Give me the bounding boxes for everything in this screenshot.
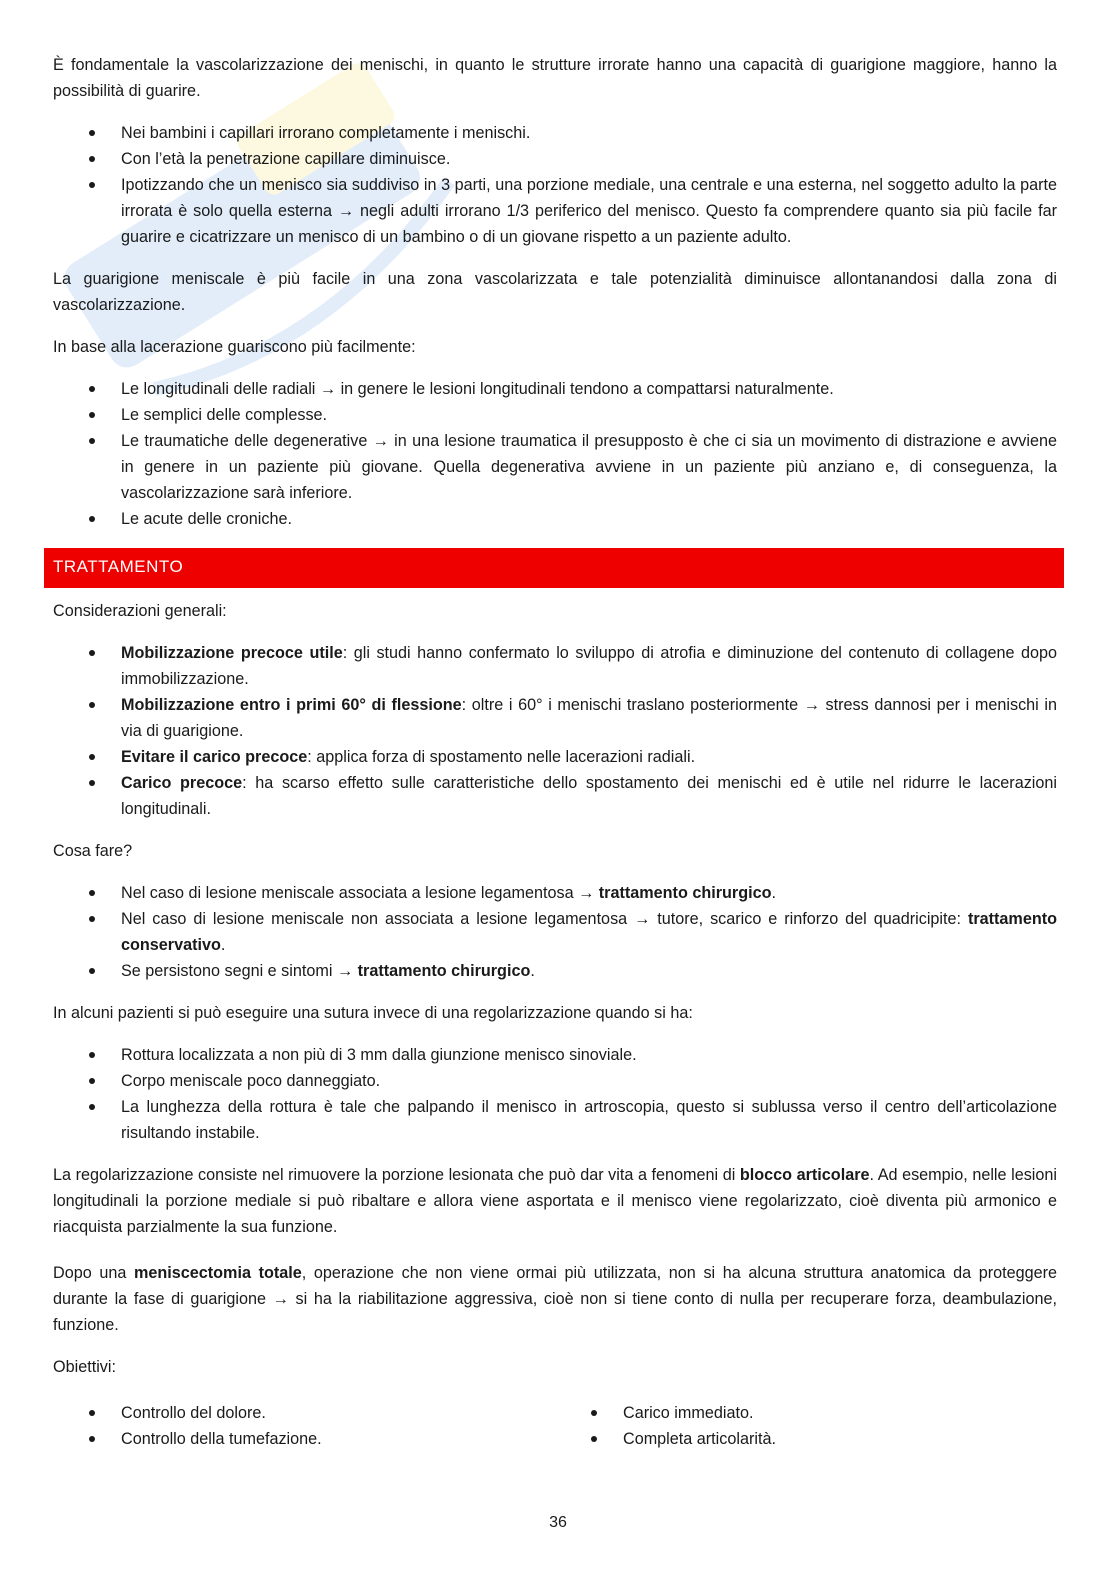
- page-number: 36: [549, 1514, 567, 1531]
- paragraph-text: Dopo una: [53, 1264, 134, 1282]
- suture-heading: In alcuni pazienti si può eseguire una sutura invece di una regolarizzazione quando si ha:: [53, 1004, 693, 1022]
- objectives-columns: [53, 1400, 1057, 1452]
- list-item: Corpo meniscale poco danneggiato.: [53, 1068, 1057, 1094]
- page-content: [53, 52, 1057, 1452]
- list-item: Controllo della tumefazione.: [53, 1426, 555, 1452]
- list-item: [53, 692, 1057, 744]
- list-item: Nel caso di lesione meniscale non associata a lesione legamentosa → tutore, scarico e rinforzo del quadricipite: trattamento conservativo.: [53, 906, 1057, 958]
- list-item: Nei bambini i capillari irrorano completamente i menischi.: [53, 120, 1057, 146]
- general-heading: Considerazioni generali:: [53, 602, 227, 620]
- list-item: Le traumatiche delle degenerative → in una lesione traumatica il presupposto è che ci sia un movimento di distrazione e avviene in genere in un paziente più giovane. Quella degenerativa avviene in un paziente più anziano e, di conseguenza, la vascolarizzazione sarà inferiore.: [53, 428, 1057, 506]
- laceration-list: [53, 376, 1057, 532]
- list-item: Nel caso di lesione meniscale associata a lesione legamentosa → trattamento chirurgico.: [53, 880, 1057, 906]
- list-item: Le longitudinali delle radiali → in genere le lesioni longitudinali tendono a compattarsi naturalmente.: [53, 376, 1057, 402]
- item-text: : applica forza di spostamento nelle lacerazioni radiali.: [307, 748, 696, 766]
- laceration-intro: In base alla lacerazione guariscono più facilmente:: [53, 338, 416, 356]
- list-item: La lunghezza della rottura è tale che palpando il menisco in artroscopia, questo si sublussa verso il centro dell’articolazione risultando instabile.: [53, 1094, 1057, 1146]
- item-bold: trattamento conservativo: [121, 910, 1057, 954]
- list-item: Le semplici delle complesse.: [53, 402, 1057, 428]
- item-bold: Evitare il carico precoce: [121, 748, 308, 766]
- item-text: Se persistono segni e sintomi →: [121, 962, 358, 980]
- paragraph-text: La regolarizzazione consiste nel rimuovere la porzione lesionata che può dar vita a fenomeni di: [53, 1166, 740, 1184]
- objectives-heading: Obiettivi:: [53, 1358, 116, 1376]
- item-text: : gli studi hanno confermato lo sviluppo di atrofia e diminuzione del contenuto di collagene dopo immobilizzazione.: [121, 644, 1057, 688]
- what-to-do-heading: Cosa fare?: [53, 842, 133, 860]
- item-bold: Mobilizzazione precoce utile: [121, 644, 343, 662]
- suture-list: [53, 1042, 1057, 1146]
- section-heading-banner: TRATTAMENTO: [44, 548, 1064, 588]
- item-bold: Carico precoce: [121, 774, 243, 792]
- objectives-left-list: [53, 1400, 555, 1452]
- paragraph-bold: blocco articolare: [739, 1166, 870, 1184]
- regularization-paragraph: [53, 1162, 1057, 1240]
- list-item: Se persistono segni e sintomi → trattamento chirurgico.: [53, 958, 1057, 984]
- intro-paragraph: È fondamentale la vascolarizzazione dei menischi, in quanto le strutture irrorate hanno una capacità di guarigione maggiore, hanno la possibilità di guarire.: [53, 56, 1057, 100]
- item-bold: trattamento chirurgico: [598, 884, 772, 902]
- list-item: Le acute delle croniche.: [53, 506, 1057, 532]
- paragraph-text: . Ad esempio, nelle lesioni longitudinali la porzione mediale si può ribaltare e allora viene asportata e il menisco viene regolarizzato, cioè diventa più armonico e riacquista parzialmente la sua funzione.: [53, 1166, 1058, 1236]
- list-item: [53, 640, 1057, 692]
- list-item: Rottura localizzata a non più di 3 mm dalla giunzione menisco sinoviale.: [53, 1042, 1057, 1068]
- item-text: : oltre i 60° i menischi traslano posteriormente → stress dannosi per i menischi in via di guarigione.: [121, 696, 1057, 740]
- objectives-right-list: [555, 1400, 1057, 1452]
- general-list: [53, 640, 1057, 822]
- list-item: Completa articolarità.: [555, 1426, 1057, 1452]
- item-bold: trattamento chirurgico: [357, 962, 531, 980]
- meniscectomy-paragraph: [53, 1260, 1057, 1338]
- healing-paragraph: La guarigione meniscale è più facile in una zona vascolarizzata e tale potenzialità diminuisce allontanandosi dalla zona di vascolarizzazione.: [53, 270, 1057, 314]
- list-item: Con l’età la penetrazione capillare diminuisce.: [53, 146, 1057, 172]
- list-item: Ipotizzando che un menisco sia suddiviso in 3 parti, una porzione mediale, una centrale e una esterna, nel soggetto adulto la parte irrorata è solo quella esterna → negli adulti irrorano 1/3 periferico del menisco. Questo fa comprendere quanto sia più facile far guarire e cicatrizzare un menisco di un bambino o di un giovane rispetto a un paziente adulto.: [53, 172, 1057, 250]
- paragraph-bold: meniscectomia totale: [133, 1264, 302, 1282]
- list-item: [53, 744, 1057, 770]
- item-bold: Mobilizzazione entro i primi 60° di flessione: [121, 696, 462, 714]
- vascular-list: [53, 120, 1057, 250]
- what-to-do-list: [53, 880, 1057, 984]
- item-text: Nel caso di lesione meniscale non associata a lesione legamentosa → tutore, scarico e rinforzo del quadricipite:: [121, 910, 968, 928]
- item-text: : ha scarso effetto sulle caratteristiche dello spostamento dei menischi ed è utile nel ridurre le lacerazioni longitudinali.: [121, 774, 1057, 818]
- paragraph-text: , operazione che non viene ormai più utilizzata, non si ha alcuna struttura anatomica da proteggere durante la fase di guarigione → si ha la riabilitazione aggressiva, cioè non si tiene conto di nulla per recuperare forza, deambulazione, funzione.: [53, 1264, 1058, 1334]
- list-item: Carico immediato.: [555, 1400, 1057, 1426]
- item-text: Nel caso di lesione meniscale associata a lesione legamentosa →: [121, 884, 599, 902]
- list-item: Controllo del dolore.: [53, 1400, 555, 1426]
- list-item: [53, 770, 1057, 822]
